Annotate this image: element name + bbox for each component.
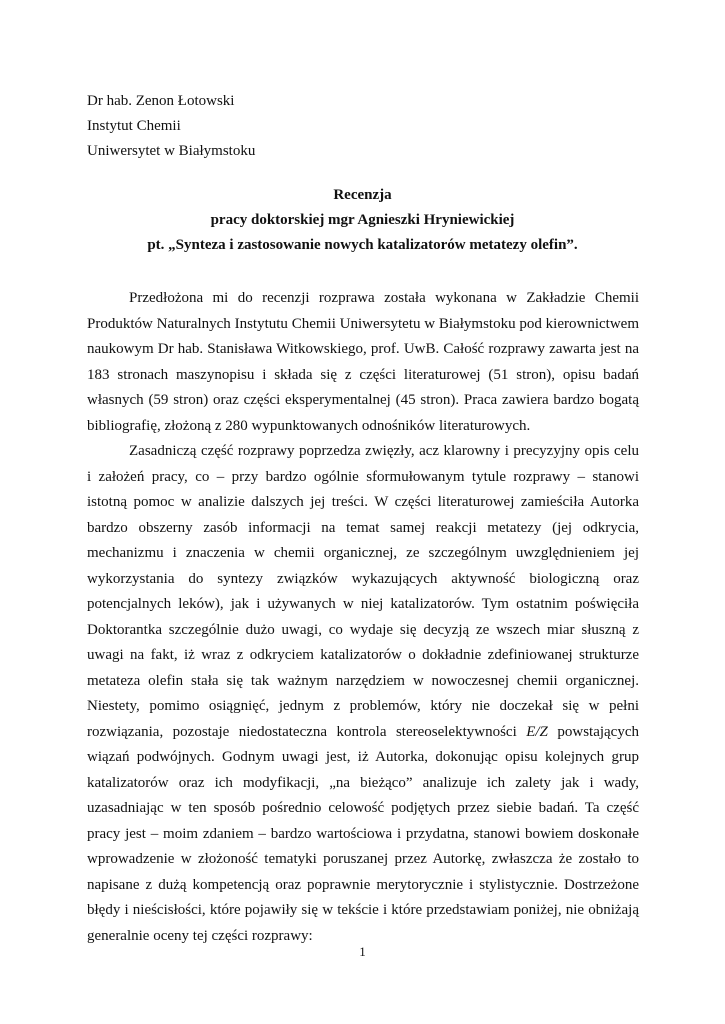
- document-title: Recenzja: [333, 187, 392, 203]
- author-university: Uniwersytet w Białymstoku: [87, 143, 256, 159]
- body-text: [87, 286, 639, 949]
- author-block: [87, 89, 255, 164]
- author-name: Dr hab. Zenon Łotowski: [87, 93, 235, 109]
- title-block: [0, 183, 725, 258]
- page-number: 1: [359, 944, 366, 959]
- paragraph: Przedłożona mi do recenzji rozprawa została wykonana w Zakładzie Chemii Produktów Naturalnych Instytutu Chemii Uniwersytetu w Białymstoku pod kierownictwem naukowym Dr hab. Stanisława Witkowskiego, prof. UwB. Całość rozprawy zawarta jest na 183 stronach maszynopisu i składa się z części literaturowej (51 stron), opisu badań własnych (59 stron) oraz części eksperymentalnej (45 stron). Praca zawiera bardzo bogatą bibliografię, złożoną z 280 wypunktowanych odnośników literaturowych.: [87, 290, 639, 434]
- paragraph-text: Zasadniczą część rozprawy poprzedza zwięzły, acz klarowny i precyzyjny opis celu i założeń pracy, co – przy bardzo ogólnie sformułowanym tytule rozprawy – stanowi istotną pomoc w analizie dalszych jej treści. W części literaturowej zamieściła Autorka bardzo obszerny zasób informacji na temat samej reakcji metatezy (jej odkrycia, mechanizmu i znaczenia w chemii organicznej, ze szczególnym uwzględnieniem jej wykorzystania do syntezy związków wykazujących aktywność biologiczną oraz potencjalnych leków), jak i używanych w niej katalizatorów. Tym ostatnim poświęciła Doktorantka szczególnie dużo uwagi, co wydaje się decyzją ze wszech miar słuszną z uwagi na fakt, iż wraz z odkryciem katalizatorów o dokładnie zdefiniowanej strukturze metateza olefin stała się tak ważnym narzędziem w nowoczesnej chemii organicznej. Niestety, pomimo osiągnięć, jednym z problemów, który nie doczekał się w pełni rozwiązania, pozostaje niedostateczna kontrola stereoselektywności: [87, 443, 639, 740]
- document-subtitle: pracy doktorskiej mgr Agnieszki Hryniewickiej: [210, 212, 515, 228]
- paragraph: [87, 439, 639, 949]
- author-institute: Instytut Chemii: [87, 118, 181, 134]
- paragraph-text: powstających wiązań podwójnych. Godnym uwagi jest, iż Autorka, dokonując opisu kolejnych grup katalizatorów oraz ich modyfikacji, „na bieżąco” analizuje ich zalety jak i wady, uzasadniając w ten sposób pośrednio celowość podjętych przez siebie badań. Ta część pracy jest – moim zdaniem – bardzo wartościowa i przydatna, stanowi bowiem doskonałe wprowadzenie w złożoność tematyki poruszanej przez Autorkę, zwłaszcza że zostało to napisane z dużą kompetencją oraz poprawnie merytorycznie i stylistycznie. Dostrzeżone błędy i nieścisłości, które pojawiły się w tekście i które przedstawiam poniżej, nie obniżają generalnie oceny tej części rozprawy:: [87, 723, 640, 944]
- emphasis-text: E/Z: [526, 723, 548, 740]
- thesis-title: pt. „Synteza i zastosowanie nowych katalizatorów metatezy olefin”.: [147, 237, 578, 253]
